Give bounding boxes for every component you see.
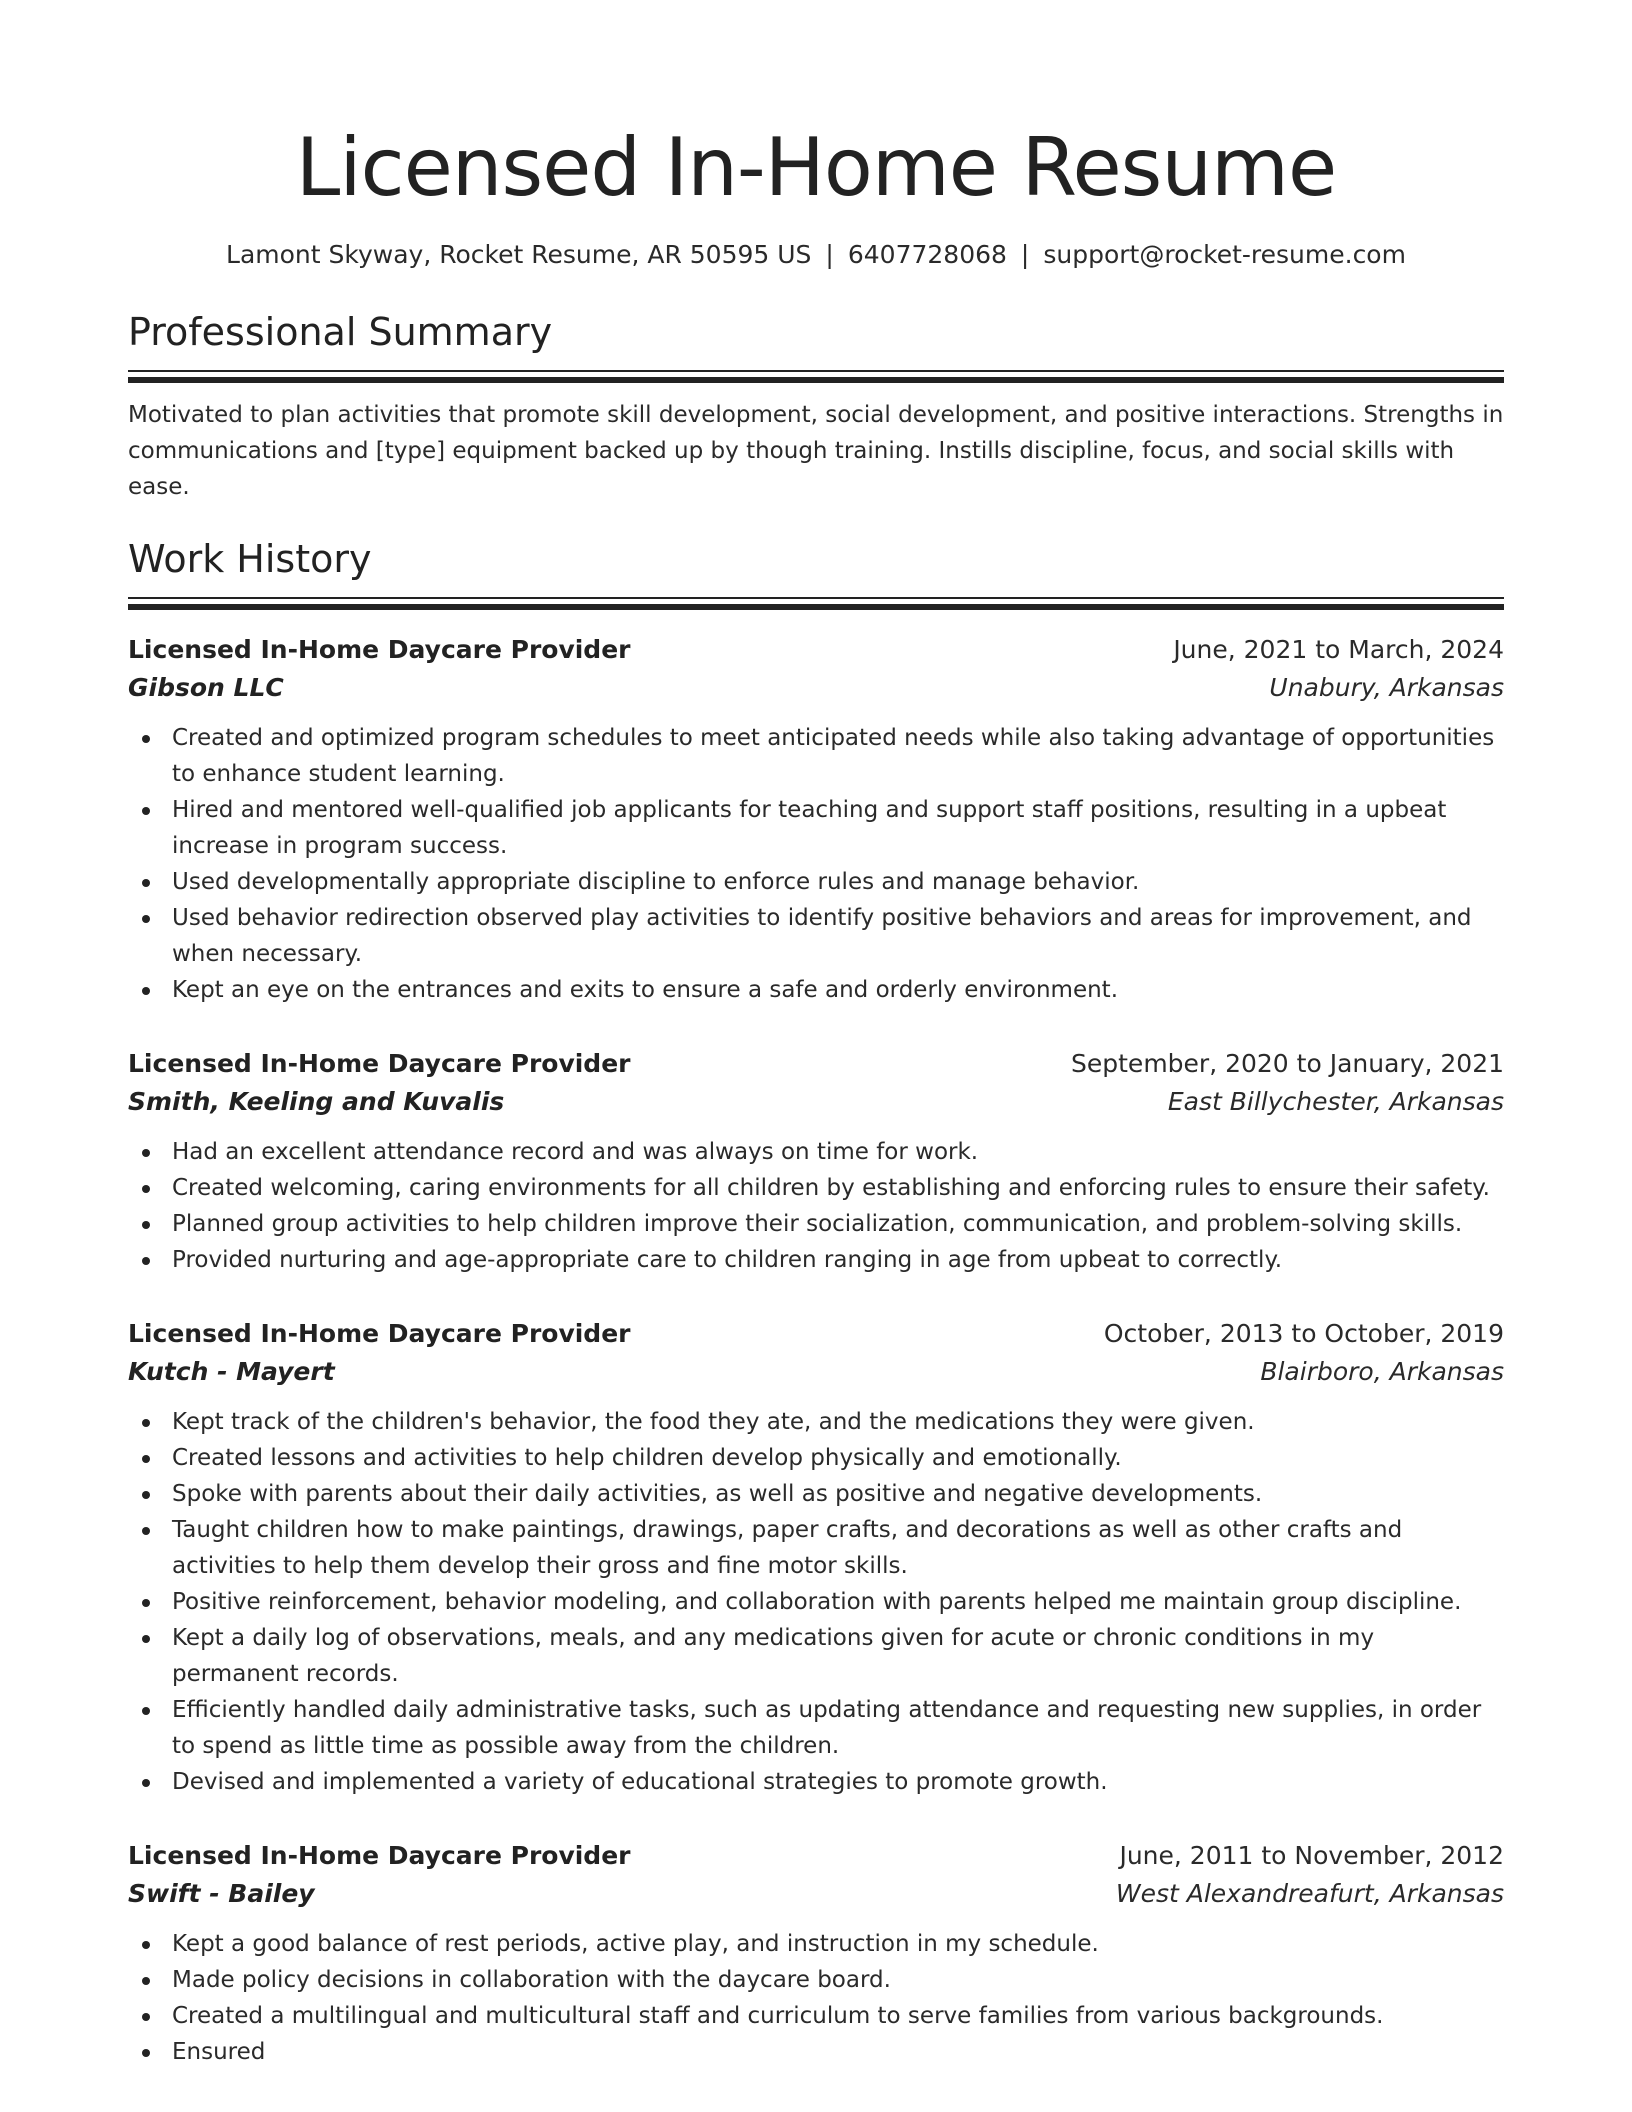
list-item: Used behavior redirection observed play activities to identify positive behaviors and areas for improvement, and when necessary. bbox=[128, 900, 1504, 972]
list-item: Kept track of the children's behavior, the food they ate, and the medications they were given. bbox=[128, 1404, 1504, 1440]
contact-separator: | bbox=[825, 240, 834, 269]
job-company: Gibson LLC bbox=[128, 673, 284, 702]
list-item: Taught children how to make paintings, drawings, paper crafts, and decorations as well as other crafts and activities to help them develop their gross and fine motor skills. bbox=[128, 1512, 1504, 1584]
list-item: Created lessons and activities to help children develop physically and emotionally. bbox=[128, 1440, 1504, 1476]
contact-line bbox=[128, 238, 1504, 272]
job-dates: June, 2021 to March, 2024 bbox=[1173, 635, 1504, 664]
job-bullets bbox=[128, 1404, 1504, 1800]
work-history-section bbox=[128, 535, 1504, 2070]
job-location: Unabury, Arkansas bbox=[1269, 673, 1504, 702]
job-title: Licensed In-Home Daycare Provider bbox=[128, 1319, 631, 1348]
section-divider bbox=[128, 597, 1504, 610]
list-item: Provided nurturing and age-appropriate care to children ranging in age from upbeat to correctly. bbox=[128, 1242, 1504, 1278]
job-entry bbox=[128, 1838, 1504, 2070]
list-item: Devised and implemented a variety of educational strategies to promote growth. bbox=[128, 1764, 1504, 1800]
list-item: Kept a good balance of rest periods, active play, and instruction in my schedule. bbox=[128, 1926, 1504, 1962]
list-item: Created welcoming, caring environments for all children by establishing and enforcing rules to ensure their safety. bbox=[128, 1170, 1504, 1206]
job-title: Licensed In-Home Daycare Provider bbox=[128, 1049, 631, 1078]
contact-email: support@rocket-resume.com bbox=[1043, 240, 1406, 269]
list-item: Made policy decisions in collaboration with the daycare board. bbox=[128, 1962, 1504, 1998]
list-item: Ensured bbox=[128, 2034, 1504, 2070]
job-company: Swift - Bailey bbox=[128, 1879, 315, 1908]
list-item: Created a multilingual and multicultural staff and curriculum to serve families from various backgrounds. bbox=[128, 1998, 1504, 2034]
job-dates: June, 2011 to November, 2012 bbox=[1119, 1841, 1504, 1870]
resume-name: Licensed In-Home Resume bbox=[295, 121, 1337, 214]
job-bullets bbox=[128, 720, 1504, 1008]
section-title-summary: Professional Summary bbox=[128, 310, 553, 354]
professional-summary-section bbox=[128, 308, 1504, 505]
list-item: Kept a daily log of observations, meals, and any medications given for acute or chronic conditions in my permanent records. bbox=[128, 1620, 1504, 1692]
resume-page bbox=[128, 0, 1504, 2070]
job-entry bbox=[128, 632, 1504, 1008]
contact-phone: 6407728068 bbox=[847, 240, 1007, 269]
job-bullets bbox=[128, 1134, 1504, 1278]
job-title: Licensed In-Home Daycare Provider bbox=[128, 1841, 631, 1870]
job-location: Blairboro, Arkansas bbox=[1260, 1357, 1504, 1386]
job-company: Kutch - Mayert bbox=[128, 1357, 335, 1386]
summary-text: Motivated to plan activities that promote skill development, social development, and positive interactions. Strengths in communications and [type] equipment backed up by though training. Instills discipline, focus, and social skills with ease. bbox=[128, 402, 1504, 500]
list-item: Kept an eye on the entrances and exits to ensure a safe and orderly environment. bbox=[128, 972, 1504, 1008]
list-item: Hired and mentored well-qualified job applicants for teaching and support staff positions, resulting in a upbeat increase in program success. bbox=[128, 792, 1504, 864]
job-dates: September, 2020 to January, 2021 bbox=[1071, 1049, 1504, 1078]
job-company: Smith, Keeling and Kuvalis bbox=[128, 1087, 505, 1116]
list-item: Positive reinforcement, behavior modeling, and collaboration with parents helped me maintain group discipline. bbox=[128, 1584, 1504, 1620]
list-item: Had an excellent attendance record and was always on time for work. bbox=[128, 1134, 1504, 1170]
contact-separator: | bbox=[1020, 240, 1030, 269]
job-title: Licensed In-Home Daycare Provider bbox=[128, 635, 631, 664]
list-item: Efficiently handled daily administrative tasks, such as updating attendance and requesting new supplies, in order to spend as little time as possible away from the children. bbox=[128, 1692, 1504, 1764]
job-bullets bbox=[128, 1926, 1504, 2070]
list-item: Planned group activities to help children improve their socialization, communication, and problem-solving skills. bbox=[128, 1206, 1504, 1242]
list-item: Spoke with parents about their daily activities, as well as positive and negative developments. bbox=[128, 1476, 1504, 1512]
job-entry bbox=[128, 1046, 1504, 1278]
job-dates: October, 2013 to October, 2019 bbox=[1103, 1319, 1504, 1348]
contact-address: Lamont Skyway, Rocket Resume, AR 50595 US bbox=[226, 240, 812, 269]
section-divider bbox=[128, 370, 1504, 383]
list-item: Used developmentally appropriate discipline to enforce rules and manage behavior. bbox=[128, 864, 1504, 900]
job-entry bbox=[128, 1316, 1504, 1800]
job-location: East Billychester, Arkansas bbox=[1167, 1087, 1504, 1116]
section-title-work-history: Work History bbox=[128, 537, 372, 581]
job-location: West Alexandreafurt, Arkansas bbox=[1115, 1879, 1504, 1908]
list-item: Created and optimized program schedules to meet anticipated needs while also taking advantage of opportunities to enhance student learning. bbox=[128, 720, 1504, 792]
